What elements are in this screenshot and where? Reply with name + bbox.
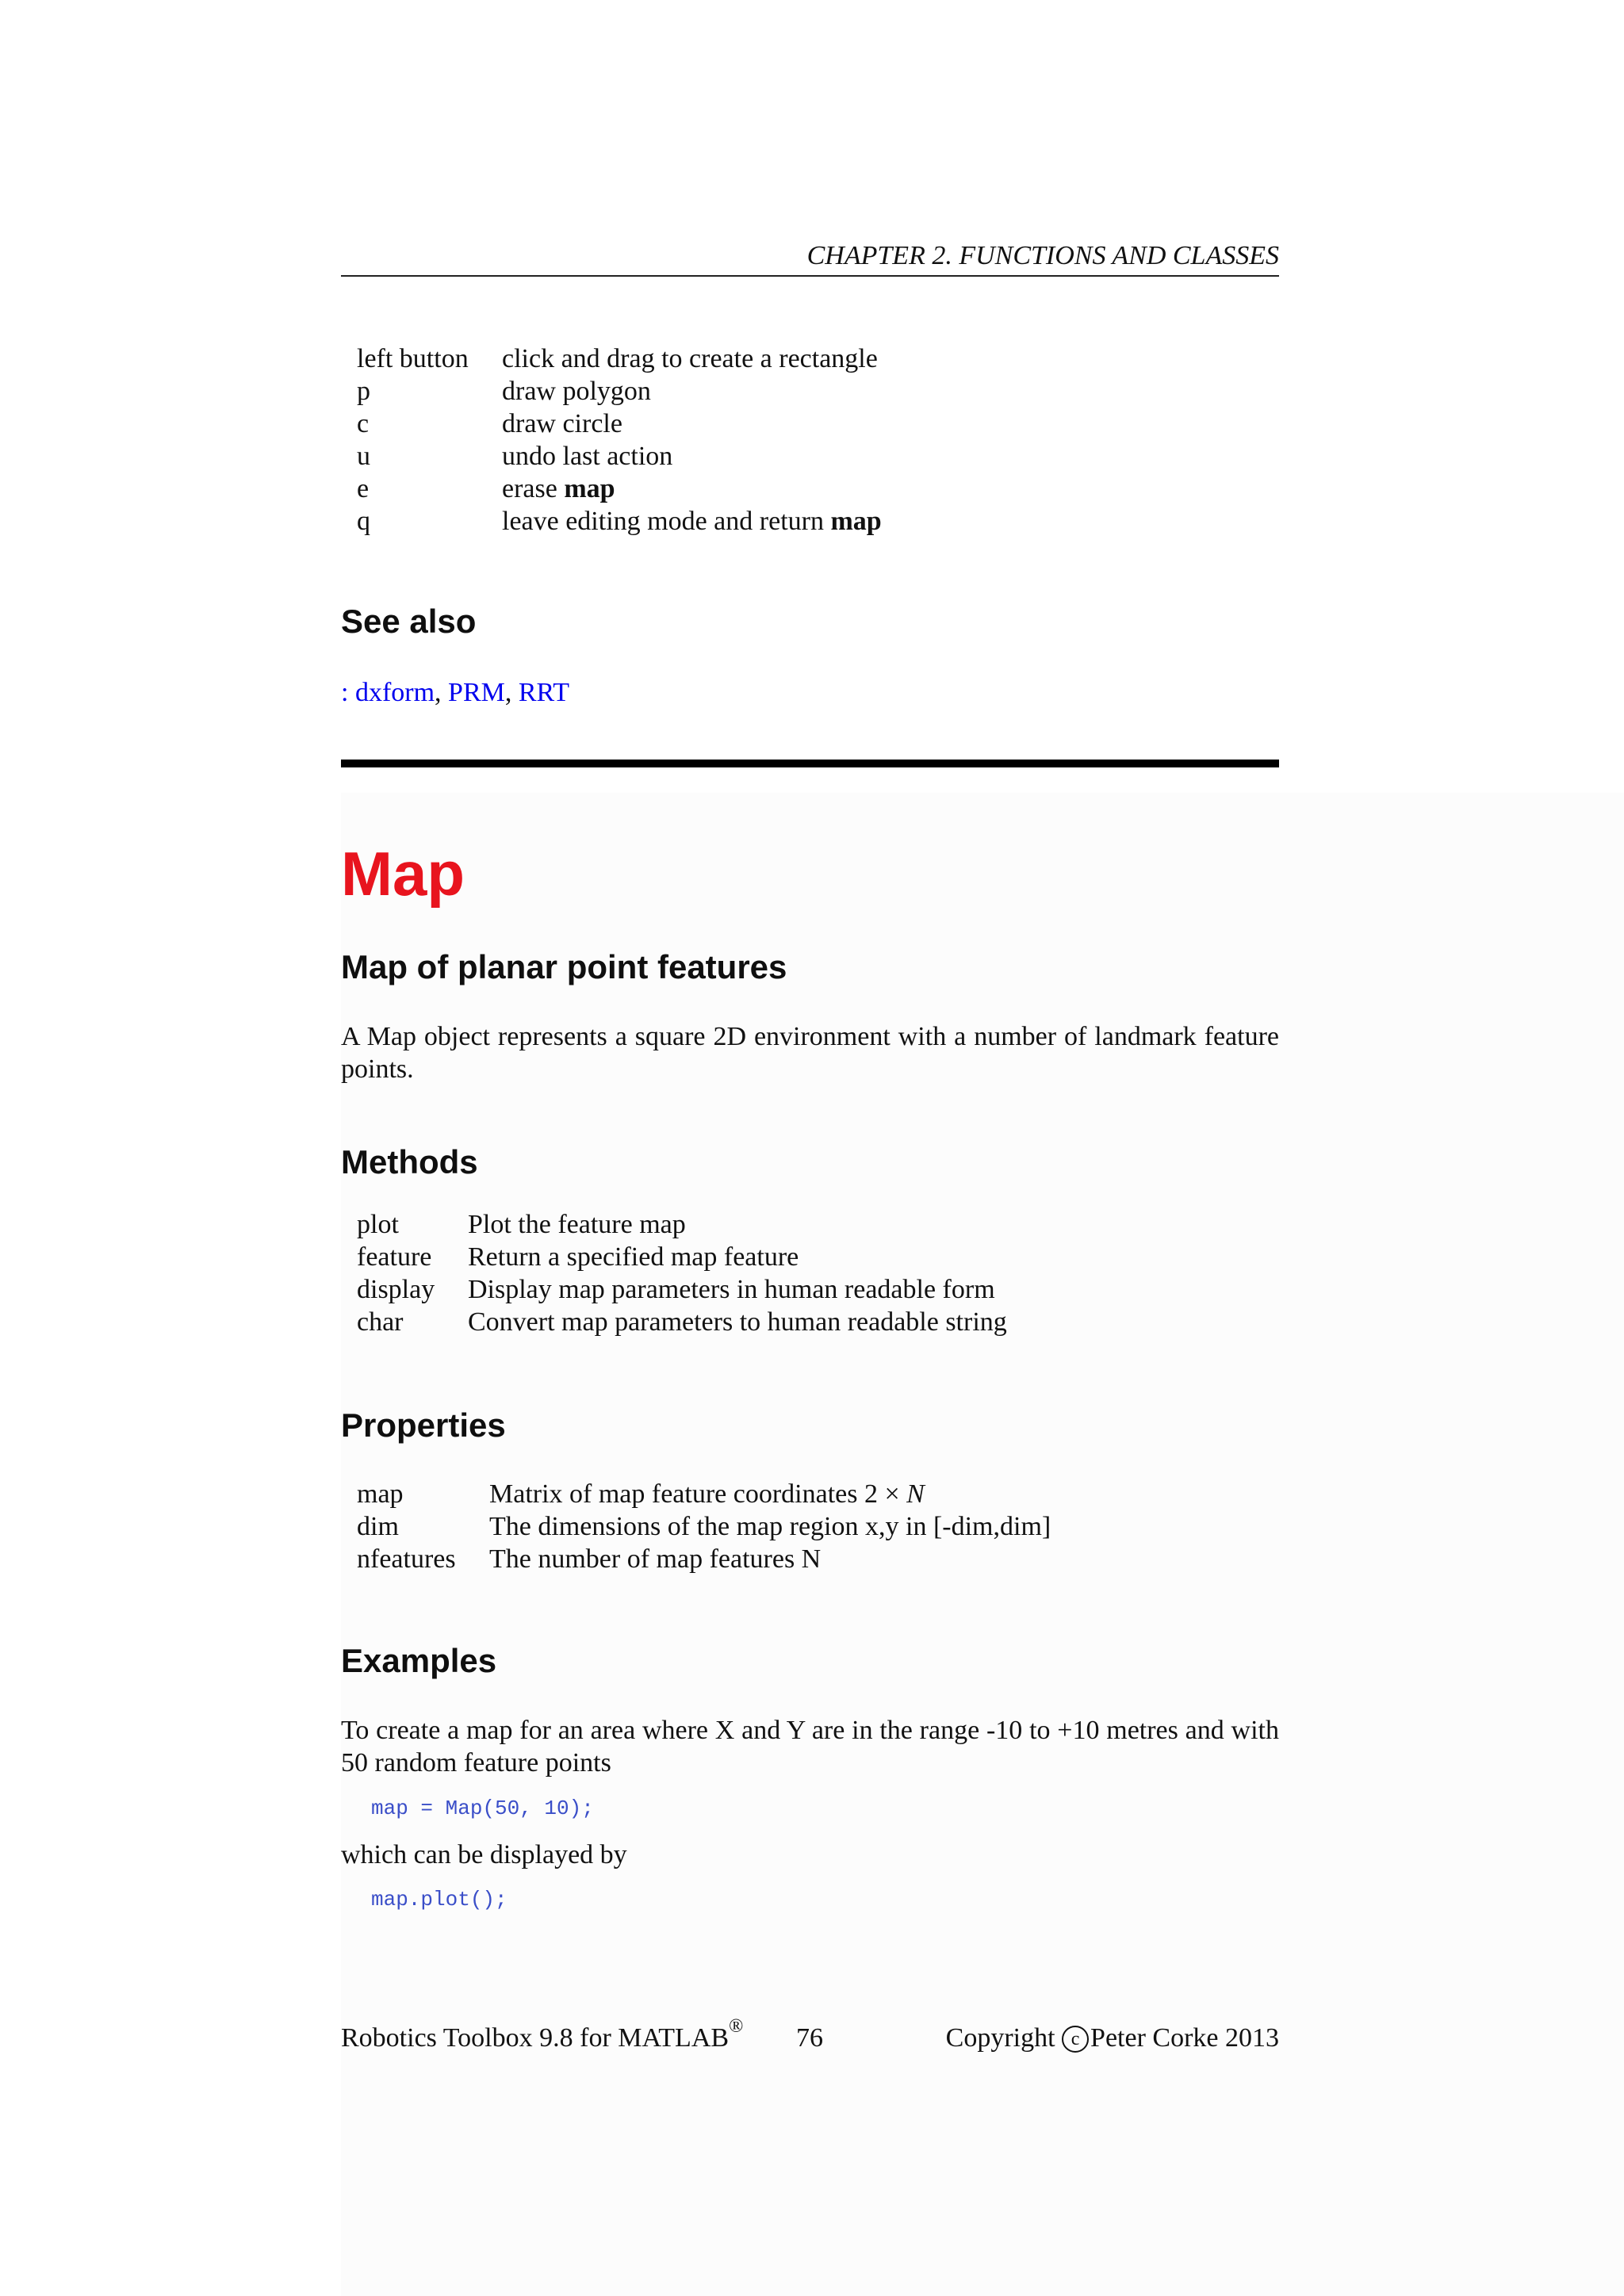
- running-head: CHAPTER 2. FUNCTIONS AND CLASSES: [806, 241, 1279, 270]
- key-cell: q: [357, 507, 370, 536]
- method-name: plot: [357, 1210, 399, 1239]
- link-rrt[interactable]: RRT: [518, 678, 569, 707]
- desc-text: leave editing mode and return: [502, 507, 831, 536]
- key-cell: u: [357, 442, 370, 471]
- examples-intro: To create a map for an area where X and Y are in the range -10 to +10 metres and with 50 random feature points: [341, 1716, 1279, 1777]
- desc-bold: map: [830, 507, 882, 536]
- table-row: [357, 1543, 1051, 1575]
- code-snippet-plot: map.plot();: [371, 1888, 508, 1911]
- table-row: [357, 1273, 1007, 1306]
- footer-title: Robotics Toolbox 9.8 for MATLAB: [341, 2023, 730, 2053]
- property-desc: The dimensions of the map region x,y in [-dim,dim]: [489, 1512, 1051, 1541]
- desc-cell: [502, 505, 882, 538]
- link-separator: ,: [435, 678, 449, 707]
- methods-table: [357, 1208, 1007, 1338]
- registered-mark: ®: [729, 2016, 744, 2037]
- key-cell: c: [357, 409, 370, 438]
- property-name: dim: [357, 1512, 399, 1541]
- class-description: A Map object represents a square 2D environment with a number of landmark feature points.: [341, 1022, 1279, 1084]
- see-also-links: [341, 676, 569, 709]
- method-name: display: [357, 1275, 435, 1304]
- examples-heading: Examples: [341, 1642, 497, 1679]
- property-name: map: [357, 1479, 404, 1509]
- footer-left: [341, 2016, 744, 2057]
- math-symbol: N: [906, 1479, 925, 1509]
- class-subtitle: Map of planar point features: [341, 948, 787, 985]
- see-also-prefix: :: [341, 678, 355, 707]
- table-row: [357, 1241, 1007, 1273]
- method-desc: Plot the feature map: [468, 1210, 686, 1239]
- footer-copyright: [944, 2020, 1279, 2057]
- table-row: [357, 440, 882, 473]
- desc-cell: [502, 473, 882, 505]
- method-name: feature: [357, 1242, 432, 1272]
- copyright-symbol: c: [1062, 2026, 1089, 2053]
- class-title: Map: [341, 839, 465, 909]
- key-cell: left button: [357, 344, 469, 373]
- method-name: char: [357, 1307, 404, 1337]
- page-number: 76: [796, 2023, 823, 2053]
- table-row: [357, 1306, 1007, 1338]
- see-also-heading: See also: [341, 603, 477, 640]
- link-separator: ,: [504, 678, 519, 707]
- table-row: [357, 1510, 1051, 1543]
- table-row: [357, 375, 882, 408]
- table-row: [357, 1208, 1007, 1241]
- property-desc: The number of map features N: [489, 1544, 822, 1574]
- desc-bold: map: [564, 474, 615, 503]
- property-desc: [489, 1478, 1051, 1510]
- code-snippet-create: map = Map(50, 10);: [371, 1797, 594, 1820]
- methods-heading: Methods: [341, 1143, 478, 1181]
- copyright-holder: Peter Corke 2013: [1090, 2023, 1279, 2053]
- key-cell: e: [357, 474, 370, 503]
- link-prm[interactable]: PRM: [448, 678, 505, 707]
- method-desc: Display map parameters in human readable form: [468, 1275, 995, 1304]
- properties-heading: Properties: [341, 1406, 506, 1444]
- table-row: [357, 1478, 1051, 1510]
- properties-table: [357, 1478, 1051, 1575]
- examples-mid: which can be displayed by: [341, 1840, 627, 1869]
- desc-cell: draw circle: [502, 409, 622, 438]
- header-rule: [341, 275, 1279, 277]
- method-desc: Return a specified map feature: [468, 1242, 799, 1272]
- table-row: [357, 408, 882, 440]
- desc-cell: undo last action: [502, 442, 673, 471]
- copyright-word: Copyright: [945, 2023, 1055, 2053]
- table-row: [357, 505, 882, 538]
- edit-keys-table: [357, 342, 882, 538]
- property-desc-text: Matrix of map feature coordinates 2 ×: [489, 1479, 907, 1509]
- desc-cell: draw polygon: [502, 377, 651, 406]
- key-cell: p: [357, 377, 370, 406]
- section-divider: [341, 760, 1279, 767]
- table-row: [357, 473, 882, 505]
- method-desc: Convert map parameters to human readable string: [468, 1307, 1007, 1337]
- desc-text: erase: [502, 474, 565, 503]
- desc-cell: click and drag to create a rectangle: [502, 344, 878, 373]
- property-name: nfeatures: [357, 1544, 456, 1574]
- table-row: [357, 342, 882, 375]
- link-dxform[interactable]: dxform: [354, 678, 435, 707]
